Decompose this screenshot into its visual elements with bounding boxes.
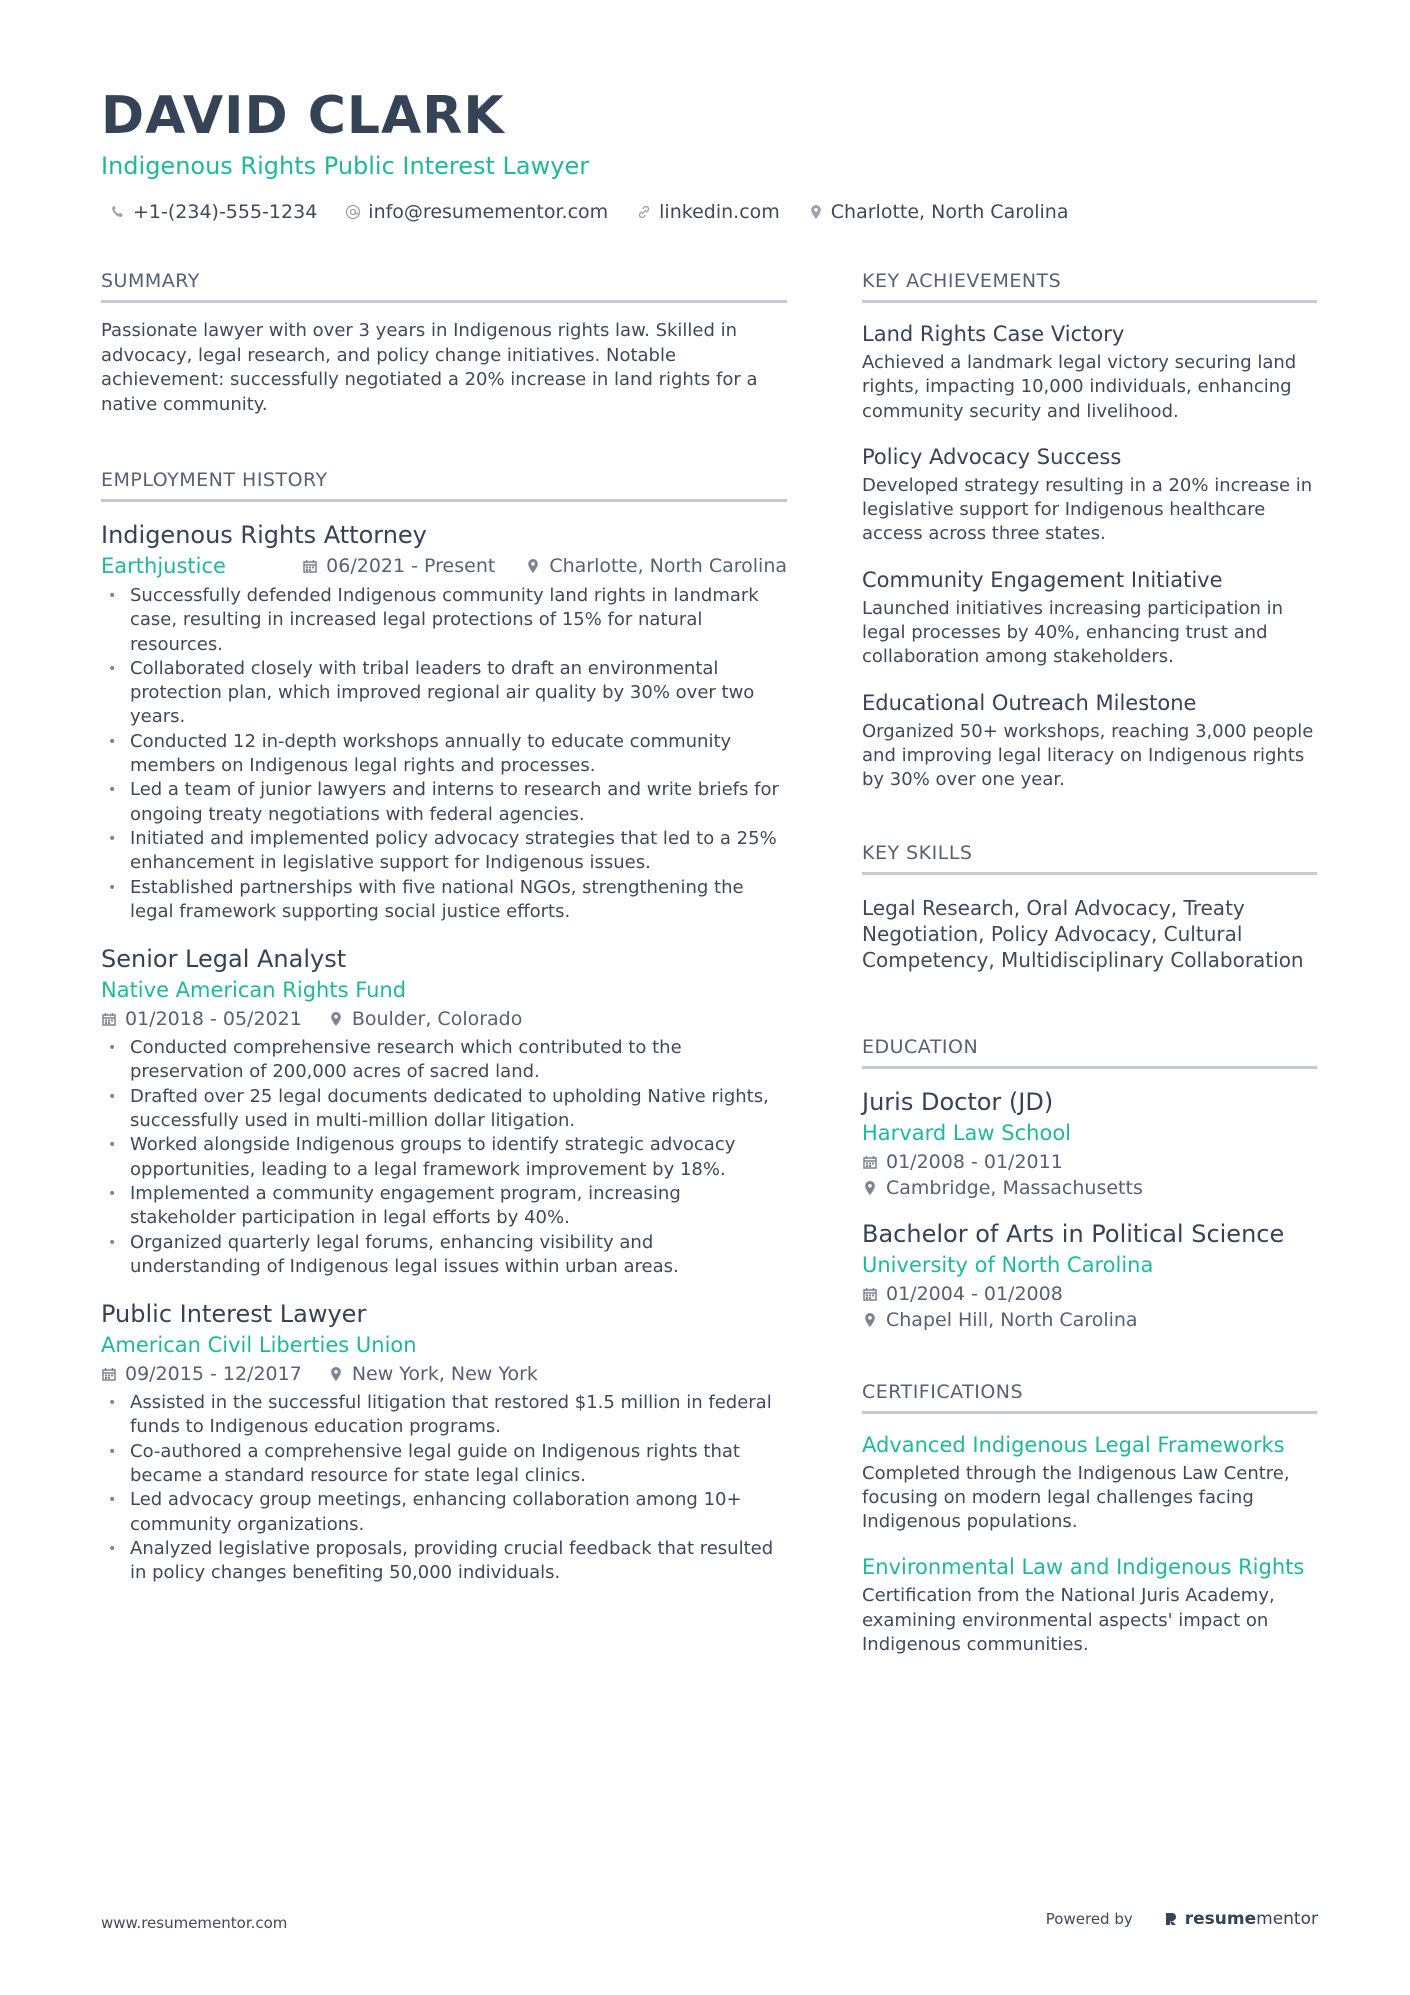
job-bullets (101, 1391, 787, 1585)
job-bullet: • Worked alongside Indigenous groups to identify strategic advocacy opportunities, leading to a legal framework improvement by 18%. (101, 1133, 787, 1182)
certification-item (862, 1553, 1317, 1657)
email-text: info@resumementor.com (368, 201, 609, 223)
skills-text: Legal Research, Oral Advocacy, Treaty Negotiation, Policy Advocacy, Cultural Competency, Multidisciplinary Collaboration (862, 895, 1304, 972)
website-text: linkedin.com (659, 201, 780, 223)
education-dates-row (862, 1281, 1317, 1307)
resumementor-logo-icon (1163, 1911, 1179, 1927)
job-bullet: • Co-authored a comprehensive legal guide on Indigenous rights that became a standard resource for state legal clinics. (101, 1440, 787, 1489)
job-bullets (101, 1036, 787, 1279)
certification-desc: Completed through the Indigenous Law Centre, focusing on modern legal challenges facing Indigenous populations. (862, 1462, 1290, 1533)
achievement-desc: Organized 50+ workshops, reaching 3,000 people and improving legal literacy on Indigenous rights by 30% over one year. (862, 720, 1314, 791)
summary-heading: SUMMARY (101, 268, 787, 303)
job-bullet: • Drafted over 25 legal documents dedicated to upholding Native rights, successfully used in multi-million dollar litigation. (101, 1085, 787, 1134)
job-bullet: • Conducted 12 in-depth workshops annually to educate community members on Indigenous legal rights and processes. (101, 730, 787, 779)
job-title: Indigenous Rights Attorney (101, 521, 427, 549)
contact-email[interactable] (345, 199, 608, 225)
job-bullet: • Established partnerships with five national NGOs, strengthening the legal framework supporting social justice efforts. (101, 876, 787, 925)
job-org: Native American Rights Fund (101, 978, 407, 1003)
job-location: Boulder, Colorado (351, 1008, 523, 1031)
education-item (862, 1087, 1317, 1201)
achievement-item (862, 320, 1317, 424)
job-org: Earthjustice (101, 554, 226, 578)
brand-logo[interactable] (1163, 1909, 1318, 1929)
job-meta (101, 1361, 787, 1387)
job-bullet: • Led a team of junior lawyers and interns to research and write briefs for ongoing treaty negotiations with federal agencies. (101, 778, 787, 827)
job-entry (101, 520, 787, 924)
footer-branding (1046, 1909, 1318, 1929)
education-location-row (862, 1307, 1317, 1333)
education-section (862, 1034, 1317, 1333)
certifications-section (862, 1379, 1317, 1658)
school-name: Harvard Law School (862, 1120, 1071, 1145)
education-location: Cambridge, Massachusetts (886, 1176, 1143, 1199)
calendar-icon (862, 1286, 878, 1302)
job-location: Charlotte, North Carolina (549, 555, 787, 577)
job-bullet: • Organized quarterly legal forums, enhancing visibility and understanding of Indigenous legal issues within urban areas. (101, 1231, 787, 1280)
summary-text: Passionate lawyer with over 3 years in Indigenous rights law. Skilled in advocacy, legal research, and policy change initiatives. Notable achievement: successfully negotiated a 20% increase in land rights for a native community. (101, 320, 758, 415)
achievement-item (862, 566, 1317, 670)
achievement-title: Land Rights Case Victory (862, 322, 1125, 346)
job-title: Senior Legal Analyst (101, 945, 347, 974)
link-icon (636, 204, 652, 220)
education-dates: 01/2008 - 01/2011 (886, 1150, 1063, 1173)
degree-title: Juris Doctor (JD) (862, 1087, 1054, 1116)
job-location: New York, New York (351, 1363, 538, 1386)
job-meta (302, 553, 787, 579)
phone-icon (110, 204, 126, 220)
brand-light: mentor (1256, 1909, 1318, 1929)
footer-website[interactable]: www.resumementor.com (101, 1914, 288, 1932)
achievement-desc: Developed strategy resulting in a 20% increase in legislative support for Indigenous healthcare access across three states. (862, 474, 1313, 545)
education-heading: EDUCATION (862, 1034, 1317, 1069)
job-dates: 01/2018 - 05/2021 (125, 1008, 302, 1031)
job-org: American Civil Liberties Union (101, 1333, 417, 1358)
degree-title: Bachelor of Arts in Political Science (862, 1219, 1285, 1248)
achievement-title: Educational Outreach Milestone (862, 690, 1197, 715)
map-pin-icon (862, 1180, 878, 1196)
achievement-item (862, 689, 1317, 793)
education-dates-row (862, 1149, 1317, 1175)
certification-title: Environmental Law and Indigenous Rights (862, 1555, 1305, 1580)
at-sign-icon (345, 204, 361, 220)
achievement-item (862, 443, 1317, 547)
achievements-section (862, 268, 1317, 793)
candidate-title: Indigenous Rights Public Interest Lawyer (101, 152, 590, 180)
employment-heading: EMPLOYMENT HISTORY (101, 467, 787, 502)
contact-bar (110, 199, 1068, 225)
achievement-title: Community Engagement Initiative (862, 567, 1223, 592)
map-pin-icon (862, 1312, 878, 1328)
left-column (101, 268, 787, 1586)
certification-desc: Certification from the National Juris Academy, examining environmental aspects' impact on Indigenous communities. (862, 1585, 1275, 1656)
map-pin-icon (328, 1366, 344, 1382)
brand-bold: resume (1184, 1909, 1257, 1929)
job-bullet: • Initiated and implemented policy advocacy strategies that led to a 25% enhancement in legislative support for Indigenous issues. (101, 827, 787, 876)
contact-location (808, 199, 1069, 225)
job-dates: 06/2021 - Present (326, 555, 496, 577)
job-bullet: • Successfully defended Indigenous community land rights in landmark case, resulting in increased legal protections of 15% for natural resources. (101, 584, 787, 657)
achievements-heading: KEY ACHIEVEMENTS (862, 268, 1317, 303)
education-location: Chapel Hill, North Carolina (886, 1308, 1138, 1331)
map-pin-icon (525, 558, 541, 574)
achievement-title: Policy Advocacy Success (862, 444, 1122, 469)
certification-title: Advanced Indigenous Legal Frameworks (862, 1432, 1285, 1457)
education-dates: 01/2004 - 01/2008 (886, 1282, 1063, 1305)
job-entry (101, 1299, 787, 1585)
powered-by-text: Powered by (1045, 1910, 1133, 1928)
job-meta (101, 1006, 787, 1032)
summary-section (101, 268, 787, 417)
job-bullet: • Conducted comprehensive research which contributed to the preservation of 200,000 acres of sacred land. (101, 1036, 787, 1085)
map-pin-icon (808, 204, 824, 220)
calendar-icon (101, 1366, 117, 1382)
achievement-desc: Achieved a landmark legal victory securing land rights, impacting 10,000 individuals, enhancing community security and livelihood. (862, 352, 1297, 422)
job-bullet: • Collaborated closely with tribal leaders to draft an environmental protection plan, which improved regional air quality by 30% over two years. (101, 657, 787, 730)
job-bullet: • Analyzed legislative proposals, providing crucial feedback that resulted in policy changes benefiting 50,000 individuals. (101, 1537, 787, 1586)
candidate-name: DAVID CLARK (101, 86, 505, 146)
location-text: Charlotte, North Carolina (830, 201, 1069, 223)
education-item (862, 1219, 1317, 1333)
job-bullet: • Assisted in the successful litigation that restored $1.5 million in federal funds to Indigenous education programs. (101, 1391, 787, 1440)
certification-item (862, 1431, 1317, 1535)
job-dates: 09/2015 - 12/2017 (125, 1363, 302, 1386)
job-bullets (101, 584, 787, 924)
education-location-row (862, 1175, 1317, 1201)
contact-website[interactable] (636, 199, 780, 225)
achievement-desc: Launched initiatives increasing participation in legal processes by 40%, enhancing trust and collaboration among stakeholders. (862, 597, 1284, 668)
map-pin-icon (328, 1011, 344, 1027)
job-bullet: • Implemented a community engagement program, increasing stakeholder participation in legal efforts by 40%. (101, 1182, 787, 1231)
certifications-heading: CERTIFICATIONS (862, 1379, 1317, 1414)
contact-phone[interactable] (110, 199, 317, 225)
calendar-icon (862, 1154, 878, 1170)
skills-section (862, 840, 1317, 973)
employment-section (101, 467, 787, 1586)
phone-text: +1-(234)-555-1234 (133, 201, 318, 223)
job-title: Public Interest Lawyer (101, 1300, 367, 1329)
skills-heading: KEY SKILLS (862, 840, 1317, 875)
calendar-icon (101, 1011, 117, 1027)
job-entry (101, 944, 787, 1279)
school-name: University of North Carolina (862, 1252, 1154, 1277)
calendar-icon (302, 558, 318, 574)
right-column (862, 268, 1317, 1657)
job-bullet: • Led advocacy group meetings, enhancing collaboration among 10+ community organizations. (101, 1488, 787, 1537)
